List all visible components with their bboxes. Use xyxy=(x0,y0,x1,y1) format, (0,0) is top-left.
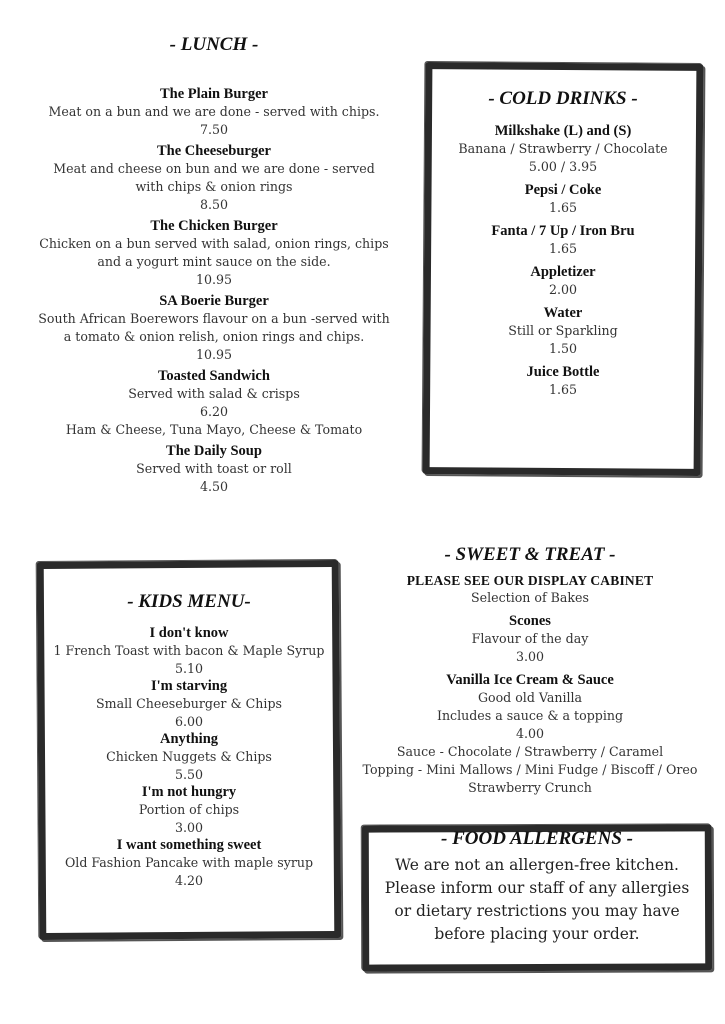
menu-item xyxy=(431,123,695,176)
menu-item xyxy=(431,305,695,358)
item-name: I want something sweet xyxy=(116,837,262,853)
item-name: I'm starving xyxy=(150,678,228,694)
topping-options-more: Strawberry Crunch xyxy=(468,780,592,795)
lunch-heading: - LUNCH - xyxy=(169,34,259,55)
item-price: 5.10 xyxy=(174,661,204,676)
item-name: Anything xyxy=(159,731,219,747)
lunch-section xyxy=(28,34,400,500)
item-description: Served with toast or roll xyxy=(136,461,292,476)
item-price: 1.65 xyxy=(548,241,578,256)
sweet-heading: - SWEET & TREAT - xyxy=(444,544,616,565)
item-description: Portion of chips xyxy=(138,802,240,817)
item-name: The Plain Burger xyxy=(160,86,268,102)
menu-item xyxy=(28,218,400,289)
sweet-treat-section xyxy=(362,544,698,803)
item-price: 1.50 xyxy=(548,341,578,356)
item-description: Served with salad & crisps xyxy=(128,386,300,401)
item-description: South African Boerewors flavour on a bun -served with a tomato & onion relish, onion rings and chips. xyxy=(38,311,390,344)
item-name: The Cheeseburger xyxy=(157,143,271,159)
item-name: Milkshake (L) and (S) xyxy=(494,123,632,139)
menu-item xyxy=(431,182,695,217)
drinks-heading: - COLD DRINKS - xyxy=(488,88,638,109)
item-description: Selection of Bakes xyxy=(471,590,589,605)
item-price: 10.95 xyxy=(195,272,233,287)
item-description: Still or Sparkling xyxy=(508,323,618,338)
item-description: Old Fashion Pancake with maple syrup xyxy=(64,855,314,870)
item-name: SA Boerie Burger xyxy=(159,293,269,309)
menu-item xyxy=(362,672,698,797)
menu-item xyxy=(45,837,333,890)
item-description: Meat on a bun and we are done - served with chips. xyxy=(48,104,380,119)
menu-item xyxy=(431,364,695,399)
item-name: Appletizer xyxy=(530,264,596,280)
cold-drinks-section xyxy=(431,88,695,405)
item-price: 2.00 xyxy=(548,282,578,297)
item-price: 6.00 xyxy=(174,714,204,729)
item-price: 1.65 xyxy=(548,200,578,215)
item-price: 1.65 xyxy=(548,382,578,397)
item-name: PLEASE SEE OUR DISPLAY CABINET xyxy=(406,573,654,588)
item-description: Banana / Strawberry / Chocolate xyxy=(458,141,668,156)
menu-item xyxy=(45,784,333,837)
item-price: 4.20 xyxy=(174,873,204,888)
item-price: 8.50 xyxy=(199,197,229,212)
menu-item xyxy=(45,678,333,731)
menu-item xyxy=(362,572,698,607)
menu-item xyxy=(45,625,333,678)
item-name: Pepsi / Coke xyxy=(524,182,602,198)
item-name: Scones xyxy=(509,613,551,629)
item-description: Meat and cheese on bun and we are done - served with chips & onion rings xyxy=(53,161,375,194)
sauce-options: Sauce - Chocolate / Strawberry / Caramel xyxy=(396,744,664,759)
menu-item xyxy=(362,613,698,666)
item-name: The Chicken Burger xyxy=(150,218,278,234)
item-price: 4.00 xyxy=(515,726,545,741)
kids-menu-section xyxy=(45,591,333,890)
menu-item xyxy=(28,86,400,139)
item-name: I don't know xyxy=(149,625,229,641)
menu-item xyxy=(431,264,695,299)
topping-options: Topping - Mini Mallows / Mini Fudge / Biscoff / Oreo xyxy=(362,762,698,777)
item-price: 5.50 xyxy=(174,767,204,782)
item-description: Includes a sauce & a topping xyxy=(436,708,624,723)
item-name: Fanta / 7 Up / Iron Bru xyxy=(491,223,635,239)
allergen-heading: - FOOD ALLERGENS - xyxy=(441,828,633,849)
menu-item xyxy=(28,443,400,496)
item-description: Flavour of the day xyxy=(471,631,589,646)
kids-heading: - KIDS MENU- xyxy=(127,591,251,612)
menu-item xyxy=(28,293,400,364)
item-name: The Daily Soup xyxy=(166,443,262,459)
item-description: 1 French Toast with bacon & Maple Syrup xyxy=(53,643,325,658)
item-price: 4.50 xyxy=(199,479,229,494)
item-options: Ham & Cheese, Tuna Mayo, Cheese & Tomato xyxy=(65,422,363,437)
item-price: 5.00 / 3.95 xyxy=(528,159,598,174)
item-name: Water xyxy=(543,305,583,321)
menu-item xyxy=(28,368,400,439)
item-price: 3.00 xyxy=(515,649,545,664)
item-price: 7.50 xyxy=(199,122,229,137)
item-description: Small Cheeseburger & Chips xyxy=(96,696,282,711)
allergen-notice: We are not an allergen-free kitchen. Please inform our staff of any allergies or dietary restrictions you may have before placing your order. xyxy=(384,856,690,943)
menu-item xyxy=(28,143,400,214)
food-allergens-section xyxy=(369,828,705,946)
item-description: Chicken Nuggets & Chips xyxy=(106,749,272,764)
item-name: Juice Bottle xyxy=(526,364,600,380)
item-price: 6.20 xyxy=(199,404,229,419)
item-description: Good old Vanilla xyxy=(477,690,583,705)
menu-item xyxy=(45,731,333,784)
item-name: Vanilla Ice Cream & Sauce xyxy=(446,672,614,688)
item-price: 3.00 xyxy=(174,820,204,835)
menu-item xyxy=(431,223,695,258)
item-price: 10.95 xyxy=(195,347,233,362)
item-name: Toasted Sandwich xyxy=(158,368,270,384)
item-description: Chicken on a bun served with salad, onion rings, chips and a yogurt mint sauce on the side. xyxy=(39,236,389,269)
item-name: I'm not hungry xyxy=(141,784,237,800)
